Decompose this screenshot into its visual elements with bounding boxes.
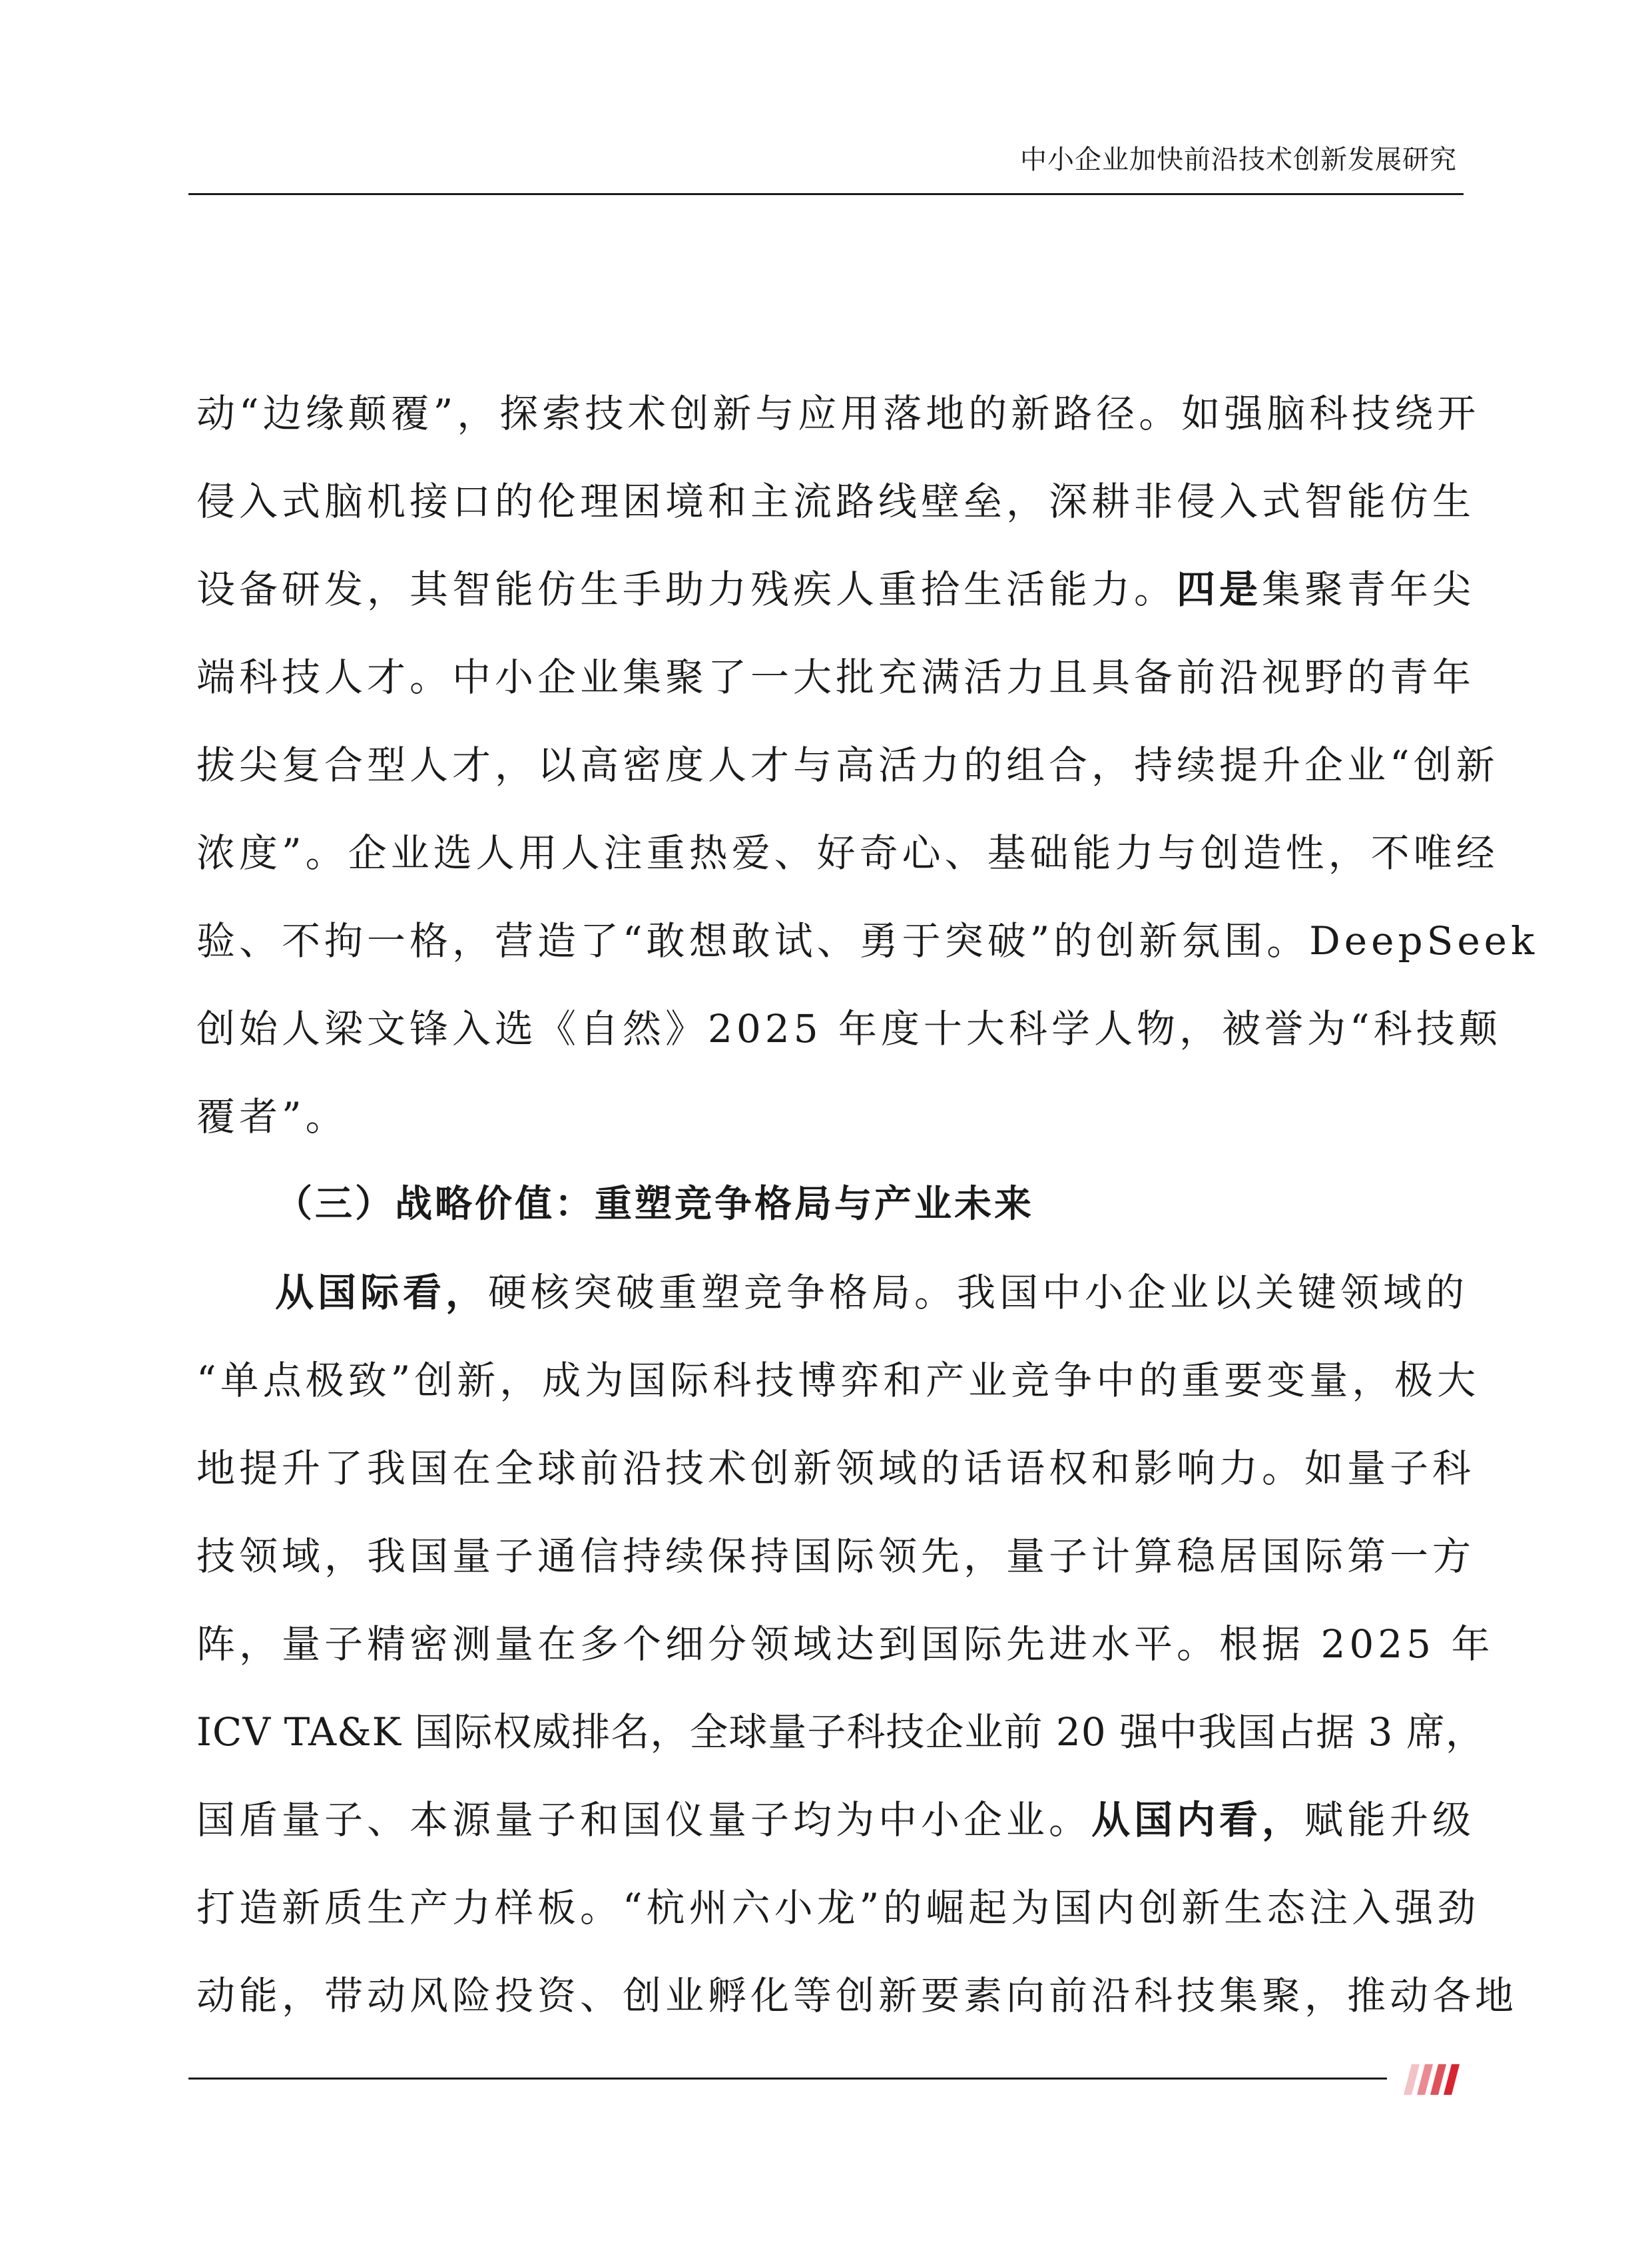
body-line: 浓度”。企业选人用人注重热爱、好奇心、基础能力与创造性，不唯经: [196, 830, 1499, 876]
body-line: 验、不拘一格，营造了“敢想敢试、勇于突破”的创新氛围。DeepSeek: [196, 918, 1539, 964]
bold-lead: 四是: [1177, 567, 1262, 612]
section-heading: （三）战略价值：重塑竞争格局与产业未来: [275, 1183, 1034, 1226]
bold-lead: 从国际看，: [275, 1270, 489, 1315]
body-line: 端科技人才。中小企业集聚了一大批充满活力且具备前沿视野的青年: [196, 655, 1476, 700]
header-divider: [188, 193, 1464, 195]
body-line: 侵入式脑机接口的伦理困境和主流路线壁垒，深耕非侵入式智能仿生: [196, 479, 1476, 524]
body-text: 赋能升级: [1304, 1797, 1476, 1842]
four-slash-logo-icon: [1397, 2064, 1464, 2095]
running-header-title: 中小企业加快前沿技术创新发展研究: [1020, 144, 1457, 175]
body-line: ICV TA&K 国际权威排名，全球量子科技企业前 20 强中我国占据 3 席，: [196, 1709, 1485, 1755]
body-text: 集聚青年尖: [1262, 567, 1476, 612]
body-line: [196, 1249, 1469, 1336]
body-line: [196, 1776, 1476, 1864]
body-line: 地提升了我国在全球前沿技术创新领域的话语权和影响力。如量子科: [196, 1446, 1476, 1491]
body-line: “单点极致”创新，成为国际科技博弈和产业竞争中的重要变量，极大: [196, 1358, 1480, 1403]
body-line: 打造新质生产力样板。“杭州六小龙”的崛起为国内创新生态注入强劲: [196, 1885, 1480, 1930]
body-line: 动能，带动风险投资、创业孵化等创新要素向前沿科技集聚，推动各地: [196, 1973, 1518, 2018]
body-text: 设备研发，其智能仿生手助力残疾人重拾生活能力。: [196, 567, 1177, 612]
body-line: 拔尖复合型人才，以高密度人才与高活力的组合，持续提升企业“创新: [196, 742, 1499, 788]
body-text: 国盾量子、本源量子和国仪量子均为中小企业。: [196, 1797, 1092, 1842]
body-line: 阵，量子精密测量在多个细分领域达到国际先进水平。根据 2025 年: [196, 1621, 1494, 1667]
body-line: 动“边缘颠覆”，探索技术创新与应用落地的新路径。如强脑科技绕开: [196, 391, 1480, 436]
body-line: [196, 545, 1476, 633]
body-line: 创始人梁文锋入选《自然》2025 年度十大科学人物，被誉为“科技颠: [196, 1006, 1502, 1051]
footer-divider: [188, 2078, 1387, 2080]
body-text: 硬核突破重塑竞争格局。我国中小企业以关键领域的: [488, 1270, 1469, 1315]
body-line: 技领域，我国量子通信持续保持国际领先，量子计算稳居国际第一方: [196, 1534, 1476, 1579]
body-line: 覆者”。: [196, 1094, 348, 1139]
bold-lead: 从国内看，: [1091, 1797, 1305, 1842]
page-body: [196, 370, 1539, 2040]
